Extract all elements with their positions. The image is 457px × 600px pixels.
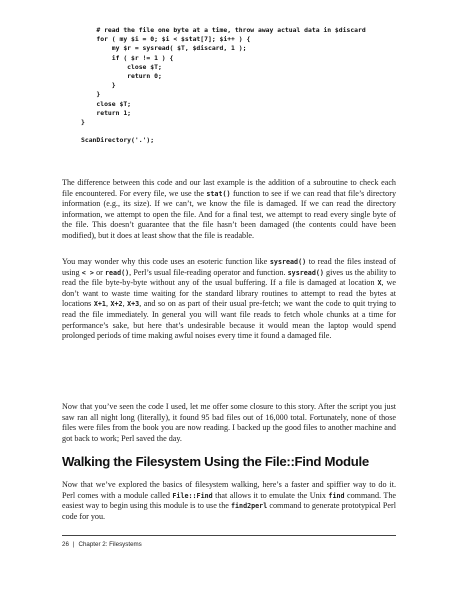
code-block bbox=[81, 26, 366, 146]
text-run: function to see if we can read that file’s directory information (e.g., its size). If we can’t, we know the file is damaged. If we can read the directory information, we attempt to open the file. And for a final test, we attempt to read every single byte of the file. This doesn’t guarantee that the file hasn’t been damaged (the contents could have been modified), but it does at least show that the file is readable. bbox=[62, 188, 397, 240]
text-run: , bbox=[122, 299, 128, 309]
page-footer bbox=[62, 541, 142, 548]
footer-rule bbox=[62, 535, 396, 536]
chapter-title: Chapter 2: Filesystems bbox=[78, 541, 142, 548]
footer-separator: | bbox=[72, 541, 75, 548]
code-line: } bbox=[81, 118, 85, 127]
code-line: ScanDirectory('.'); bbox=[81, 136, 155, 145]
text-run: command. The easiest way to begin using this module is to use the bbox=[62, 490, 396, 511]
code-line: close $T; bbox=[81, 62, 162, 71]
text-run: Now that you’ve seen the code I used, let me offer some closure to this story. After the script you just saw ran all night long (literally), it found 95 bad files out of 16,000 total. Fortunately, none of those files were files from the book you are now reading. I backed up the good files to another machine and got back to work; Perl saved the day. bbox=[62, 402, 396, 443]
page-number: 26 bbox=[62, 541, 69, 548]
text-run: or bbox=[93, 267, 105, 277]
text-run: , Perl’s usual file-reading operator and function. bbox=[129, 267, 288, 277]
inline-code: < > bbox=[81, 268, 94, 277]
code-line: if ( $r != 1 ) { bbox=[81, 53, 174, 62]
inline-code: find2perl bbox=[230, 502, 268, 511]
inline-code: X+2 bbox=[110, 300, 123, 309]
paragraph-sysread bbox=[62, 257, 396, 342]
text-run: that allows it to emulate the Unix bbox=[212, 490, 329, 500]
text-run: , and so on as part of their usual pre-fetch; we want the code to quit trying to read the file immediately. In general you will want file reads to fetch whole chunks at a time for performance’s sake, but here that’s undesirable because it would mean the laptop would spend prolonged periods of time making awful noises every time it found a damaged file. bbox=[62, 299, 396, 341]
inline-code: X+3 bbox=[127, 300, 140, 309]
text-run: to read the files instead of using bbox=[62, 257, 397, 277]
inline-code: File::Find bbox=[172, 491, 213, 500]
inline-code: find bbox=[328, 491, 345, 500]
code-line: return 1; bbox=[81, 108, 132, 117]
inline-code: sysread() bbox=[269, 258, 307, 266]
paragraph-file-find bbox=[62, 480, 396, 522]
code-line: my $r = sysread( $T, $discard, 1 ); bbox=[81, 44, 247, 53]
text-run: The difference between this code and our last example is the addition of a subroutine to check each file encountered. For every file, we use the bbox=[62, 178, 396, 198]
text-run: , we don’t want to waste time waiting for the standard library routines to attempt to read the bytes at locations bbox=[62, 278, 396, 309]
code-line: close $T; bbox=[81, 99, 132, 108]
code-line: } bbox=[81, 81, 116, 90]
text-run: gives us the ability to read the file byte-by-byte without any of the usual buffering. If a file is damaged at location bbox=[62, 267, 396, 288]
inline-code: sysread() bbox=[287, 268, 324, 277]
code-line: return 0; bbox=[81, 72, 162, 81]
section-heading: Walking the Filesystem Using the File::Find Module bbox=[62, 454, 369, 469]
inline-code: X bbox=[377, 279, 382, 288]
code-line: for ( my $i = 0; $i < $stat[7]; $i++ ) { bbox=[81, 35, 251, 44]
text-run: You may wonder why this code uses an esoteric function like bbox=[62, 257, 270, 266]
paragraph-stat-check bbox=[62, 178, 396, 242]
text-run: , bbox=[105, 299, 111, 309]
text-run: command to generate prototypical Perl code for you. bbox=[62, 501, 396, 521]
code-line: # read the file one byte at a time, throw away actual data in $discard bbox=[81, 26, 366, 34]
inline-code: stat() bbox=[206, 189, 231, 198]
inline-code: X+1 bbox=[93, 300, 106, 309]
paragraph-closure bbox=[62, 402, 396, 444]
text-run: Now that we’ve explored the basics of filesystem walking, here’s a faster and spiffier way to do it. Perl comes with a module called bbox=[62, 480, 396, 500]
code-line: } bbox=[81, 90, 101, 99]
inline-code: read() bbox=[105, 268, 130, 277]
